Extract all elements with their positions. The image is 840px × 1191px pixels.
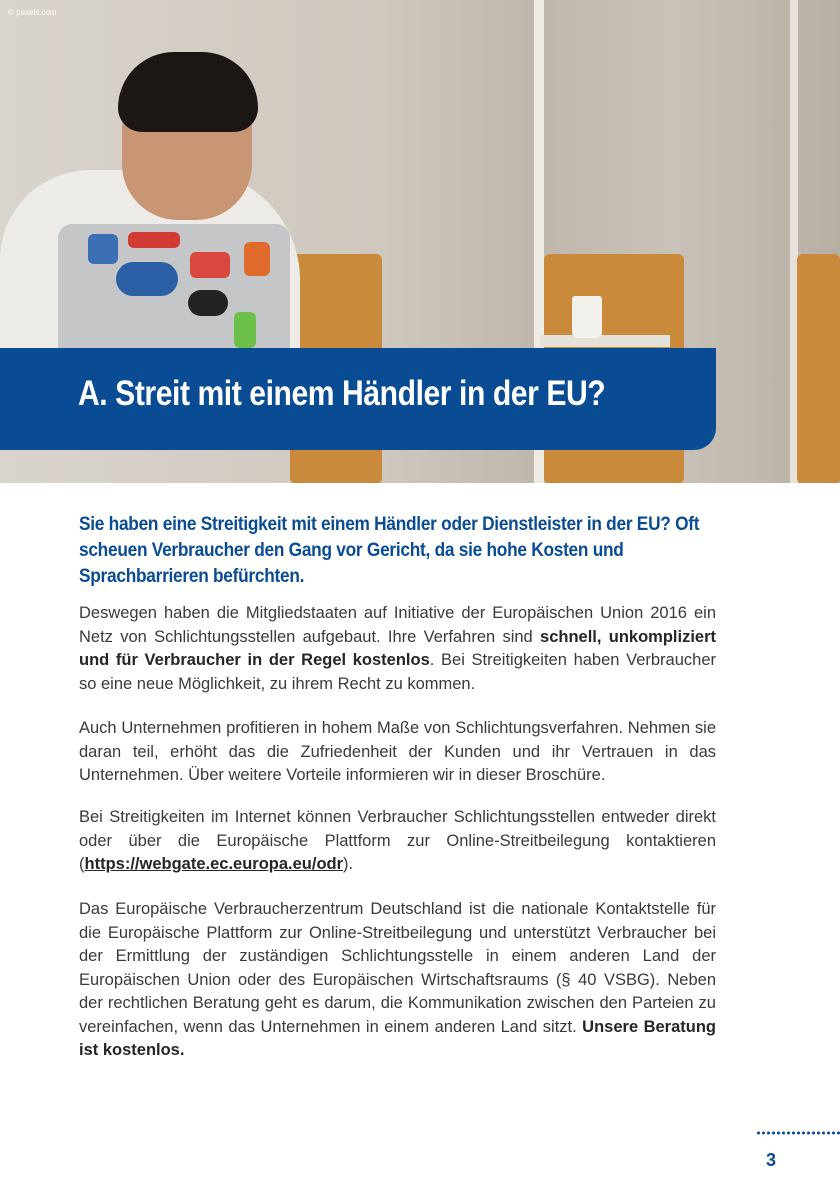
dotted-divider — [756, 1130, 840, 1136]
sofa-cushion — [797, 254, 840, 483]
body-paragraph-4 — [79, 898, 716, 1063]
coffee-cup — [572, 296, 602, 338]
sticker — [234, 312, 256, 348]
table — [540, 335, 670, 347]
sticker — [116, 262, 178, 296]
laptop — [58, 224, 290, 360]
sticker — [244, 242, 270, 276]
text-run: ). — [343, 855, 354, 873]
sticker — [190, 252, 230, 278]
body-paragraph-2: Auch Unternehmen profitieren in hohem Maße von Schlichtungsverfahren. Nehmen sie daran teil, erhöht das die Zufriedenheit der Kunden und ihr Vertrauen in das Unternehmen. Über weitere Vorteile informieren wir in dieser Broschüre. — [79, 719, 716, 784]
odr-link[interactable]: https://webgate.ec.europa.eu/odr — [84, 855, 344, 873]
lead-paragraph: Sie haben eine Streitigkeit mit einem Händler oder Dienstleister in der EU? Oft scheuen Verbraucher den Gang vor Gericht, da sie hohe Kosten und Sprachbarrieren befürchten. — [79, 514, 700, 587]
text-run: Das Europäische Verbraucherzentrum Deutschland ist die nationale Kontaktstelle für die Europäische Plattform zur Online-Streitbeilegung und unterstützt Verbraucher bei der Ermittlung der zuständigen Schlichtungsstelle in einem anderen Land der Europäischen Union oder des Europäischen Wirtschaftsraums (§ 40 VSBG). Neben der rechtlichen Beratung geht es darum, die Kommunikation zwischen den Parteien zu vereinfachen, wenn das Unternehmen in einem anderen Land sitzt. — [79, 900, 716, 1036]
text-run: Bei Streitigkeiten im Internet können Verbraucher Schlichtungsstellen entweder direkt oder über die Europäische Plattform zur Online-Streitbeilegung kontaktieren ( — [79, 808, 716, 873]
person-hair — [118, 52, 258, 132]
page-title: A. Streit mit einem Händler in der EU? — [78, 374, 606, 413]
emphasis-text: schnell, unkompliziert und für Verbraucher in der Regel kostenlos — [79, 627, 716, 669]
photo-credit: © pexels.com — [8, 8, 57, 17]
sticker — [128, 232, 180, 248]
text-run: . Bei Streitigkeiten haben Verbraucher so eine neue Möglichkeit, zu ihrem Recht zu kommen. — [79, 651, 716, 693]
sticker — [188, 290, 228, 316]
body-paragraph-1 — [79, 602, 716, 696]
text-run: Deswegen haben die Mitgliedstaaten auf Initiative der Europäischen Union 2016 ein Netz von Schlichtungsstellen aufgebaut. Ihre Verfahren sind — [79, 604, 716, 646]
emphasis-text: Unsere Beratung ist kostenlos. — [79, 1017, 716, 1059]
body-paragraph-3 — [79, 806, 716, 877]
sticker — [88, 234, 118, 264]
page-number: 3 — [766, 1150, 777, 1170]
